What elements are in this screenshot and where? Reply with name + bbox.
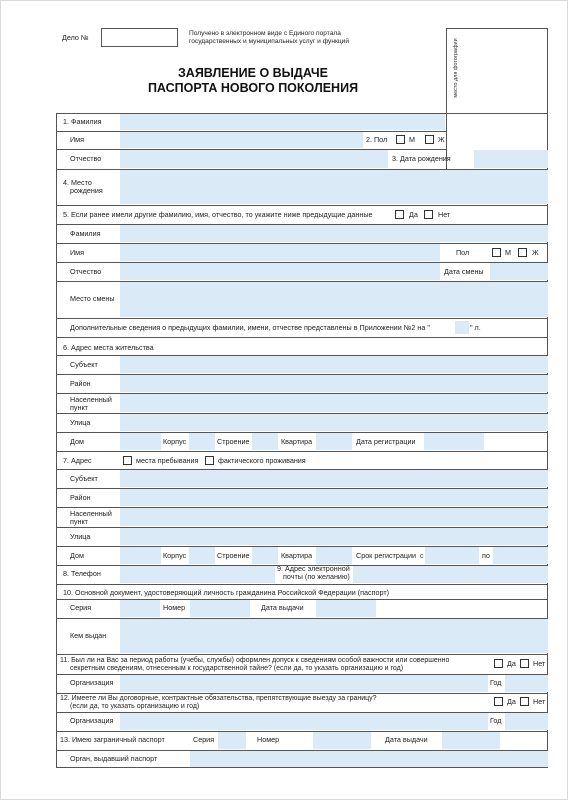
prev-sex-female-label: Ж bbox=[532, 248, 539, 257]
change-date-label: Дата смены bbox=[444, 267, 484, 276]
obligations-org-field[interactable] bbox=[120, 713, 488, 730]
foreign-passport-issue-date-field[interactable] bbox=[442, 732, 500, 749]
prev-patronymic-label: Отчество bbox=[70, 267, 102, 276]
prev-name-label: Имя bbox=[70, 248, 84, 257]
clearance-org-field[interactable] bbox=[120, 675, 488, 692]
obligations-question-2: (если да, то указать организацию и год) bbox=[70, 703, 200, 710]
stay-subject-label: Субъект bbox=[70, 474, 98, 483]
residence-korpus-label: Корпус bbox=[163, 437, 187, 446]
surname-field[interactable] bbox=[120, 114, 445, 130]
sex-label: 2. Пол bbox=[366, 135, 388, 144]
change-place-label: Место смены bbox=[70, 294, 115, 303]
stay-house-field[interactable] bbox=[120, 547, 161, 564]
foreign-passport-authority-label: Орган, выдавший паспорт bbox=[70, 754, 158, 763]
residence-house-field[interactable] bbox=[120, 433, 161, 450]
prev-names-no-checkbox[interactable] bbox=[424, 210, 433, 219]
clearance-yes-checkbox[interactable] bbox=[494, 659, 503, 668]
obligations-no-checkbox[interactable] bbox=[520, 697, 529, 706]
case-number-field[interactable] bbox=[101, 28, 178, 47]
stay-locality-label-1: Населенный bbox=[70, 509, 112, 518]
clearance-yes-label: Да bbox=[507, 659, 516, 668]
prev-name-field[interactable] bbox=[120, 244, 440, 261]
clearance-question-2: секретным сведениям, отнесенным к государственной тайне? (если да, то указать организацию и год) bbox=[70, 665, 404, 672]
passport-number-label: Номер bbox=[163, 603, 186, 612]
prev-sex-male-label: М bbox=[505, 248, 511, 257]
obligations-no-label: Нет bbox=[533, 697, 546, 706]
sex-male-label: М bbox=[409, 135, 415, 144]
foreign-passport-series-label: Серия bbox=[193, 735, 215, 744]
stay-checkbox[interactable] bbox=[123, 456, 132, 465]
stay-address-title: 7. Адрес bbox=[63, 456, 92, 465]
sex-female-label: Ж bbox=[438, 135, 445, 144]
email-label-1: 9. Адрес электронной bbox=[277, 564, 350, 573]
residence-locality-label-2: пункт bbox=[70, 403, 88, 412]
obligations-year-field[interactable] bbox=[505, 713, 548, 730]
prev-sex-label: Пол bbox=[456, 248, 470, 257]
change-date-field[interactable] bbox=[490, 263, 548, 280]
obligations-question-1: 12. Имеете ли Вы договорные, контрактные обязательства, препятствующие выезду за границу? bbox=[60, 695, 377, 702]
foreign-passport-issue-date-label: Дата выдачи bbox=[385, 735, 428, 744]
stay-reg-to-label: по bbox=[482, 551, 490, 560]
photo-place-label: место для фотографии bbox=[453, 38, 459, 98]
residence-subject-label: Субъект bbox=[70, 360, 98, 369]
foreign-passport-authority-field[interactable] bbox=[190, 751, 548, 767]
birthplace-label-2: рождения bbox=[70, 186, 103, 195]
prev-names-question: 5. Если ранее имели другие фамилию, имя, отчество, то укажите ниже предыдущие данные bbox=[63, 210, 373, 219]
clearance-year-label: Год bbox=[490, 678, 502, 687]
obligations-org-label: Организация bbox=[70, 716, 114, 725]
prev-sex-male-checkbox[interactable] bbox=[492, 248, 501, 257]
clearance-year-field[interactable] bbox=[505, 675, 548, 692]
passport-issue-date-field[interactable] bbox=[316, 600, 376, 617]
residence-flat-label: Квартира bbox=[281, 437, 313, 446]
patronymic-field[interactable] bbox=[120, 150, 388, 168]
phone-field[interactable] bbox=[120, 566, 275, 583]
obligations-yes-label: Да bbox=[507, 697, 516, 706]
received-line-2: государственных и муниципальных услуг и функций bbox=[189, 38, 350, 45]
birthplace-field[interactable] bbox=[120, 170, 548, 204]
stay-label: места пребывания bbox=[136, 456, 199, 465]
sex-male-checkbox[interactable] bbox=[396, 135, 405, 144]
stay-reg-term-label: Срок регистрации bbox=[356, 551, 416, 560]
foreign-passport-series-field[interactable] bbox=[218, 732, 246, 749]
clearance-org-label: Организация bbox=[70, 678, 114, 687]
stay-district-label: Район bbox=[70, 493, 91, 502]
surname-label: 1. Фамилия bbox=[63, 117, 102, 126]
prev-names-yes-label: Да bbox=[409, 210, 418, 219]
stay-locality-field[interactable] bbox=[120, 508, 548, 526]
prev-surname-label: Фамилия bbox=[70, 229, 101, 238]
actual-residence-label: фактического проживания bbox=[218, 456, 306, 465]
email-field[interactable] bbox=[353, 566, 548, 583]
passport-series-field[interactable] bbox=[120, 600, 160, 617]
birthplace-label-1: 4. Место bbox=[63, 178, 92, 187]
residence-district-label: Район bbox=[70, 379, 91, 388]
passport-issued-by-label: Кем выдан bbox=[70, 631, 107, 640]
passport-series-label: Серия bbox=[70, 603, 92, 612]
residence-locality-field[interactable] bbox=[120, 394, 548, 412]
extra-info-suffix: " л. bbox=[470, 323, 481, 332]
email-label-2: почты (по желанию) bbox=[283, 572, 350, 581]
obligations-year-label: Год bbox=[490, 716, 502, 725]
passport-issue-date-label: Дата выдачи bbox=[261, 603, 304, 612]
residence-korpus-field[interactable] bbox=[189, 433, 215, 450]
clearance-no-label: Нет bbox=[533, 659, 546, 668]
stay-locality-label-2: пункт bbox=[70, 517, 88, 526]
stay-reg-from-field[interactable] bbox=[425, 547, 479, 564]
stay-building-label: Строение bbox=[217, 551, 250, 560]
form-title-line-2: ПАСПОРТА НОВОГО ПОКОЛЕНИЯ bbox=[147, 81, 359, 95]
residence-title: 6. Адрес места жительства bbox=[63, 343, 154, 352]
stay-korpus-label: Корпус bbox=[163, 551, 187, 560]
stay-subject-field[interactable] bbox=[120, 470, 548, 487]
passport-number-field[interactable] bbox=[190, 600, 250, 617]
stay-building-field[interactable] bbox=[252, 547, 278, 564]
stay-korpus-field[interactable] bbox=[189, 547, 215, 564]
patronymic-label: Отчество bbox=[70, 154, 102, 163]
stay-house-label: Дом bbox=[70, 551, 84, 560]
name-field[interactable] bbox=[120, 132, 363, 148]
stay-street-label: Улица bbox=[70, 532, 91, 541]
extra-info-text: Дополнительные сведения о предыдущих фамилии, имени, отчестве представлены в Приложении №2 на " bbox=[70, 323, 430, 332]
residence-reg-date-field[interactable] bbox=[424, 433, 484, 450]
extra-info-sheets-field[interactable] bbox=[455, 321, 469, 334]
foreign-passport-number-label: Номер bbox=[257, 735, 280, 744]
dob-label: 3. Дата рождения bbox=[392, 154, 451, 163]
form-title-line-1: ЗАЯВЛЕНИЕ О ВЫДАЧЕ bbox=[177, 66, 329, 80]
prev-patronymic-field[interactable] bbox=[120, 263, 440, 280]
actual-residence-checkbox[interactable] bbox=[205, 456, 214, 465]
prev-names-yes-checkbox[interactable] bbox=[395, 210, 404, 219]
prev-surname-field[interactable] bbox=[120, 225, 548, 242]
stay-reg-to-field[interactable] bbox=[493, 547, 548, 564]
residence-street-label: Улица bbox=[70, 418, 91, 427]
residence-building-field[interactable] bbox=[252, 433, 278, 450]
clearance-no-checkbox[interactable] bbox=[520, 659, 529, 668]
residence-building-label: Строение bbox=[217, 437, 250, 446]
clearance-question-1: 11. Был ли на Вас за период работы (учебы, службы) оформлен допуск к сведениям особой важности или совершенно bbox=[60, 657, 450, 664]
stay-flat-field[interactable] bbox=[316, 547, 352, 564]
stay-street-field[interactable] bbox=[120, 528, 548, 545]
residence-district-field[interactable] bbox=[120, 375, 548, 392]
residence-reg-date-label: Дата регистрации bbox=[356, 437, 416, 446]
residence-flat-field[interactable] bbox=[316, 433, 352, 450]
prev-names-no-label: Нет bbox=[438, 210, 451, 219]
passport-doc-title: 10. Основной документ, удостоверяющий личность гражданина Российской Федерации (паспорт) bbox=[63, 588, 390, 597]
residence-street-field[interactable] bbox=[120, 414, 548, 431]
change-place-field[interactable] bbox=[120, 282, 548, 317]
residence-subject-field[interactable] bbox=[120, 356, 548, 373]
sex-female-checkbox[interactable] bbox=[425, 135, 434, 144]
passport-issued-by-field[interactable] bbox=[120, 619, 548, 653]
obligations-yes-checkbox[interactable] bbox=[494, 697, 503, 706]
residence-house-label: Дом bbox=[70, 437, 84, 446]
foreign-passport-title: 13. Имею заграничный паспорт bbox=[60, 735, 165, 744]
case-number-label: Дело № bbox=[62, 33, 89, 42]
stay-district-field[interactable] bbox=[120, 489, 548, 506]
name-label: Имя bbox=[70, 135, 84, 144]
stay-flat-label: Квартира bbox=[281, 551, 313, 560]
phone-label: 8. Телефон bbox=[63, 569, 101, 578]
foreign-passport-number-field[interactable] bbox=[313, 732, 371, 749]
dob-field[interactable] bbox=[474, 150, 548, 168]
prev-sex-female-checkbox[interactable] bbox=[518, 248, 527, 257]
stay-reg-from-label: с bbox=[420, 551, 424, 560]
residence-locality-label-1: Населенный bbox=[70, 395, 112, 404]
received-line-1: Получено в электронном виде с Единого портала bbox=[189, 30, 341, 37]
